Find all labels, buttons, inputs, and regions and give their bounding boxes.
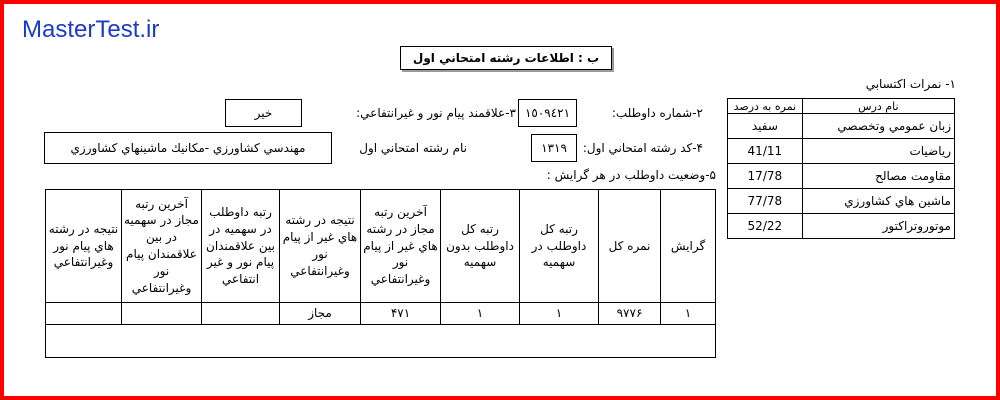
exam-code-box: ١٣١٩ [531, 134, 577, 162]
grade-score: 77/78 [728, 189, 803, 214]
grade-score: سفید [728, 114, 803, 139]
status-header: آخرين رتبه مجاز در رشته هاي غير از پيام نور وغيرانتفاعي [361, 190, 441, 303]
grades-row [728, 214, 955, 239]
grades-header-score: نمره به درصد [728, 99, 803, 114]
status-cell [202, 303, 280, 325]
grade-score: 41/11 [728, 139, 803, 164]
grades-table [727, 98, 955, 239]
exam-code-label: ۴-كد رشته امتحاني اول: [582, 141, 703, 155]
grade-score: 52/22 [728, 214, 803, 239]
grades-title: ١- نمرات اكتسابي [865, 77, 956, 91]
grades-row [728, 164, 955, 189]
interested-value-box: خير [225, 99, 302, 127]
site-brand: MasterTest.ir [22, 16, 160, 43]
status-cell: ١ [661, 303, 716, 325]
grade-course: رياضيات [802, 139, 954, 164]
status-cell [46, 303, 122, 325]
grade-course: موتوروتراكتور [802, 214, 954, 239]
interested-label: ٣-علاقمند پيام نور و غيرانتفاعي: [356, 106, 516, 120]
status-cell: ۴٧١ [361, 303, 441, 325]
grade-course: مقاومت مصالح [802, 164, 954, 189]
status-header-row [46, 190, 716, 303]
grade-course: زبان عمومي وتخصصي [802, 114, 954, 139]
status-empty-row [46, 324, 716, 357]
exam-name-box: مهندسي كشاورزي -مكانيك ماشينهاي كشاورزي [44, 132, 332, 164]
status-cell: ١ [441, 303, 520, 325]
grades-header-course: نام درس [802, 99, 954, 114]
grades-row [728, 139, 955, 164]
status-title: ۵-وضعيت داوطلب در هر گرايش : [546, 168, 716, 182]
status-cell [122, 303, 202, 325]
grades-row [728, 189, 955, 214]
section-title: ب : اطلاعات رشته امتحاني اول [400, 46, 612, 70]
status-header: رتبه كل داوطلب بدون سهميه [441, 190, 520, 303]
status-cell: ١ [520, 303, 599, 325]
status-header: آخرين رتبه مجاز در سهميه در بين علاقمندان پيام نور وغيرانتفاعي [122, 190, 202, 303]
grades-header-row [728, 99, 955, 114]
status-header: رتبه كل داوطلب در سهميه [520, 190, 599, 303]
status-header: نتيجه در رشته هاي غير از پيام نور وغيرانتفاعي [280, 190, 361, 303]
grade-course: ماشين هاي كشاورزي [802, 189, 954, 214]
grade-score: 17/78 [728, 164, 803, 189]
candidate-number-label: ٢-شماره داوطلب: [611, 106, 703, 120]
status-header: نمره كل [599, 190, 661, 303]
grades-row [728, 114, 955, 139]
status-cell: مجاز [280, 303, 361, 325]
status-table [45, 189, 716, 358]
status-header: نتيجه در رشته هاي پيام نور وغيرانتفاعي [46, 190, 122, 303]
status-cell: ٩٧٧۶ [599, 303, 661, 325]
status-header: گرايش [661, 190, 716, 303]
status-header: رتبه داوطلب در سهميه در بين علاقمندان پيام نور و غير انتفاعي [202, 190, 280, 303]
status-value-row [46, 303, 716, 325]
candidate-number-box: ١٥٠٩٤٢١ [518, 99, 577, 127]
exam-name-label: نام رشته امتحاني اول [359, 141, 467, 155]
status-empty-cell [46, 324, 716, 357]
